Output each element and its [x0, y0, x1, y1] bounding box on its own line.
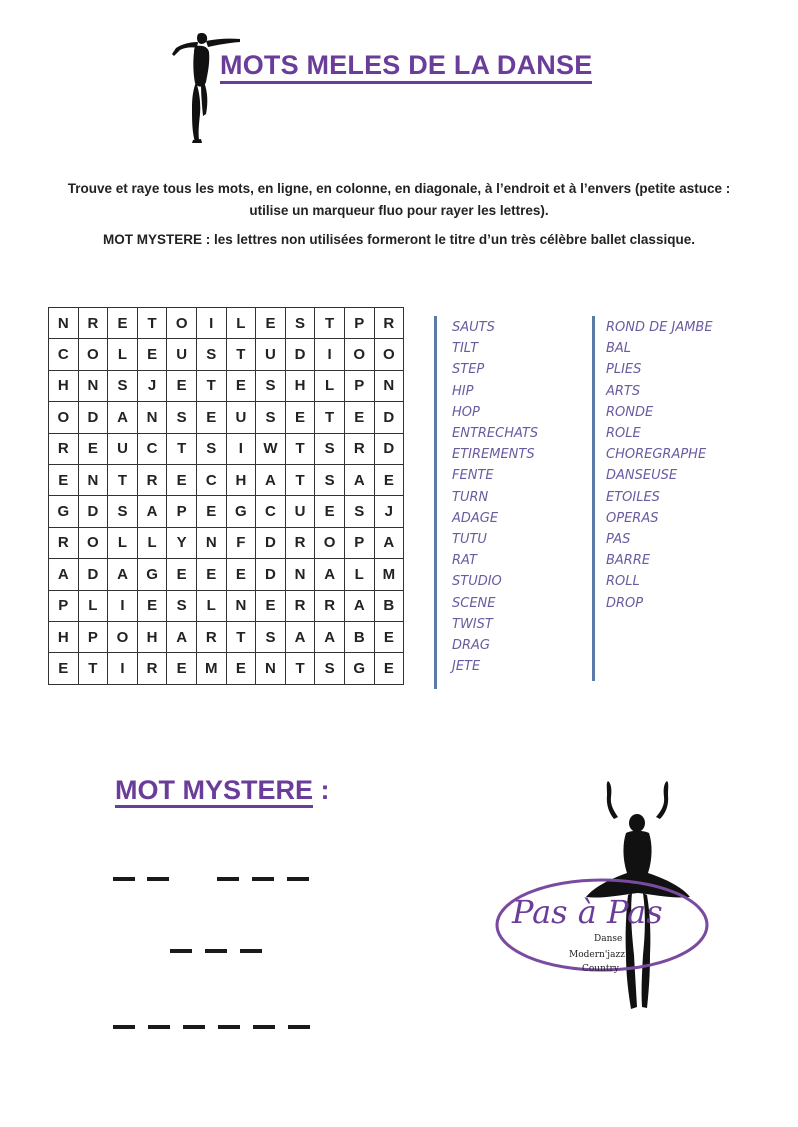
word-item: HIP: [452, 383, 474, 399]
word-item: ROLE: [606, 426, 641, 442]
word-item: STUDIO: [452, 574, 502, 590]
grid-letter: E: [196, 402, 226, 433]
word-item: PLIES: [606, 362, 642, 378]
word-item: ARTS: [606, 383, 641, 399]
grid-row: [49, 308, 404, 339]
logo-line-2: Modern'jazz: [569, 950, 625, 960]
grid-letter: P: [49, 590, 79, 621]
grid-letter: A: [344, 464, 374, 495]
grid-letter: D: [256, 559, 286, 590]
answer-blank: [147, 877, 169, 881]
answer-blank: [287, 877, 309, 881]
grid-letter: A: [315, 559, 345, 590]
word-item: RONDE: [606, 404, 654, 420]
grid-letter: D: [285, 339, 315, 370]
grid-letter: E: [226, 653, 256, 684]
grid-letter: U: [256, 339, 286, 370]
word-item: BAL: [606, 341, 632, 357]
answer-blank: [288, 1025, 310, 1029]
grid-letter: C: [49, 339, 79, 370]
word-item: SCENE: [452, 595, 496, 611]
grid-letter: I: [108, 653, 138, 684]
answer-blank: [218, 1025, 240, 1029]
mystery-word-heading: [115, 775, 330, 806]
mystery-instructions: MOT MYSTERE : les lettres non utilisées formeront le titre d’un très célèbre ballet classique.: [103, 232, 695, 247]
grid-letter: L: [137, 527, 167, 558]
grid-letter: N: [256, 653, 286, 684]
word-item: SAUTS: [452, 320, 495, 335]
grid-letter: N: [137, 402, 167, 433]
grid-letter: R: [196, 621, 226, 652]
grid-letter: D: [256, 527, 286, 558]
word-item: TILT: [452, 341, 479, 357]
word-list-divider: [592, 316, 595, 681]
grid-letter: F: [226, 527, 256, 558]
grid-letter: N: [374, 370, 404, 401]
grid-letter: S: [108, 370, 138, 401]
word-item: TWIST: [452, 616, 493, 632]
answer-blank: [113, 877, 135, 881]
grid-letter: L: [78, 590, 108, 621]
grid-letter: D: [374, 433, 404, 464]
grid-letter: G: [137, 559, 167, 590]
grid-letter: E: [167, 559, 197, 590]
answer-blank: [217, 877, 239, 881]
grid-letter: A: [256, 464, 286, 495]
grid-letter: A: [344, 590, 374, 621]
grid-letter: S: [256, 621, 286, 652]
grid-letter: E: [167, 464, 197, 495]
grid-row: [49, 559, 404, 590]
grid-letter: T: [78, 653, 108, 684]
word-item: ADAGE: [452, 510, 499, 526]
grid-letter: S: [256, 402, 286, 433]
grid-letter: E: [256, 308, 286, 339]
grid-letter: A: [374, 527, 404, 558]
grid-letter: T: [226, 339, 256, 370]
grid-letter: S: [196, 433, 226, 464]
grid-letter: T: [285, 464, 315, 495]
word-item: TURN: [452, 489, 489, 505]
grid-letter: O: [315, 527, 345, 558]
grid-letter: O: [344, 339, 374, 370]
grid-row: [49, 339, 404, 370]
grid-letter: B: [374, 590, 404, 621]
grid-letter: R: [78, 308, 108, 339]
grid-letter: T: [196, 370, 226, 401]
grid-letter: S: [344, 496, 374, 527]
grid-letter: E: [226, 370, 256, 401]
grid-letter: N: [285, 559, 315, 590]
grid-letter: S: [108, 496, 138, 527]
pas-a-pas-logo: [490, 775, 715, 1025]
grid-letter: N: [78, 464, 108, 495]
grid-letter: S: [315, 653, 345, 684]
grid-letter: O: [167, 308, 197, 339]
grid-letter: H: [285, 370, 315, 401]
grid-letter: E: [137, 339, 167, 370]
grid-letter: B: [344, 621, 374, 652]
grid-letter: H: [226, 464, 256, 495]
grid-letter: T: [285, 653, 315, 684]
grid-letter: O: [78, 339, 108, 370]
grid-letter: A: [108, 402, 138, 433]
grid-letter: T: [315, 402, 345, 433]
grid-letter: T: [137, 308, 167, 339]
dancer-silhouette-icon: [168, 28, 242, 144]
word-list-divider: [434, 316, 437, 689]
grid-letter: E: [167, 370, 197, 401]
grid-letter: U: [285, 496, 315, 527]
grid-letter: M: [196, 653, 226, 684]
word-item: ETOILES: [606, 489, 660, 505]
grid-letter: O: [374, 339, 404, 370]
grid-letter: M: [374, 559, 404, 590]
grid-letter: H: [137, 621, 167, 652]
grid-letter: L: [196, 590, 226, 621]
grid-letter: E: [226, 559, 256, 590]
word-item: HOP: [452, 404, 480, 420]
grid-letter: I: [226, 433, 256, 464]
grid-letter: R: [49, 527, 79, 558]
word-item: OPERAS: [606, 510, 659, 526]
grid-letter: E: [374, 653, 404, 684]
grid-letter: E: [108, 308, 138, 339]
instructions: [30, 178, 768, 222]
grid-letter: A: [49, 559, 79, 590]
grid-letter: E: [167, 653, 197, 684]
grid-letter: N: [196, 527, 226, 558]
grid-letter: J: [374, 496, 404, 527]
grid-letter: E: [78, 433, 108, 464]
grid-letter: D: [78, 496, 108, 527]
grid-row: [49, 464, 404, 495]
grid-letter: E: [374, 464, 404, 495]
grid-letter: G: [226, 496, 256, 527]
grid-letter: S: [315, 433, 345, 464]
instructions-line-2: utilise un marqueur fluo pour rayer les lettres).: [249, 203, 549, 218]
answer-blank: [253, 1025, 275, 1029]
instructions-line-1: Trouve et raye tous les mots, en ligne, en colonne, en diagonale, à l’endroit et à l’envers (petite astuce :: [67, 181, 731, 196]
grid-letter: R: [137, 464, 167, 495]
grid-letter: H: [49, 370, 79, 401]
word-item: FENTE: [452, 468, 494, 484]
grid-letter: R: [49, 433, 79, 464]
grid-letter: R: [374, 308, 404, 339]
grid-letter: I: [315, 339, 345, 370]
grid-letter: R: [137, 653, 167, 684]
answer-blank: [183, 1025, 205, 1029]
grid-letter: L: [108, 339, 138, 370]
grid-letter: L: [315, 370, 345, 401]
grid-letter: L: [344, 559, 374, 590]
grid-letter: P: [344, 527, 374, 558]
mystery-word-colon: :: [320, 775, 330, 805]
word-list-column-1: [452, 317, 538, 677]
grid-letter: E: [137, 590, 167, 621]
grid-letter: E: [256, 590, 286, 621]
grid-letter: Y: [167, 527, 197, 558]
grid-letter: T: [226, 621, 256, 652]
grid-letter: H: [49, 621, 79, 652]
grid-letter: P: [344, 308, 374, 339]
grid-letter: I: [196, 308, 226, 339]
grid-letter: T: [285, 433, 315, 464]
word-item: BARRE: [606, 553, 651, 569]
grid-letter: J: [137, 370, 167, 401]
grid-letter: D: [78, 402, 108, 433]
grid-letter: D: [78, 559, 108, 590]
grid-row: [49, 370, 404, 401]
grid-letter: U: [108, 433, 138, 464]
grid-letter: A: [285, 621, 315, 652]
grid-letter: P: [78, 621, 108, 652]
answer-blank: [170, 949, 192, 953]
grid-letter: A: [137, 496, 167, 527]
answer-blank: [240, 949, 262, 953]
grid-letter: E: [315, 496, 345, 527]
grid-letter: T: [315, 308, 345, 339]
grid-letter: L: [108, 527, 138, 558]
grid-letter: S: [285, 308, 315, 339]
grid-letter: R: [315, 590, 345, 621]
grid-letter: R: [285, 527, 315, 558]
word-item: RAT: [452, 553, 477, 569]
word-item: ENTRECHATS: [452, 426, 539, 442]
word-item: DANSEUSE: [606, 468, 678, 484]
grid-letter: W: [256, 433, 286, 464]
grid-letter: E: [196, 496, 226, 527]
grid-letter: E: [49, 464, 79, 495]
answer-blank: [148, 1025, 170, 1029]
grid-letter: U: [226, 402, 256, 433]
grid-letter: A: [315, 621, 345, 652]
word-item: DRAG: [452, 638, 491, 654]
grid-row: [49, 527, 404, 558]
grid-letter: R: [344, 433, 374, 464]
logo-name: Pas à Pas: [512, 893, 663, 931]
word-item: ROND DE JAMBE: [606, 320, 713, 335]
word-item: PAS: [606, 532, 631, 548]
grid-row: [49, 621, 404, 652]
grid-letter: L: [226, 308, 256, 339]
word-item: TUTU: [452, 532, 487, 548]
grid-letter: E: [374, 621, 404, 652]
mystery-word-label: MOT MYSTERE: [115, 775, 313, 808]
page-title: MOTS MELES DE LA DANSE: [220, 50, 592, 84]
grid-letter: U: [167, 339, 197, 370]
logo-line-1: Danse: [594, 934, 623, 944]
answer-blank: [205, 949, 227, 953]
grid-letter: G: [344, 653, 374, 684]
word-search-grid: [48, 307, 404, 685]
grid-letter: D: [374, 402, 404, 433]
grid-letter: S: [196, 339, 226, 370]
grid-letter: N: [226, 590, 256, 621]
grid-letter: S: [315, 464, 345, 495]
grid-letter: S: [167, 402, 197, 433]
grid-row: [49, 433, 404, 464]
grid-letter: T: [167, 433, 197, 464]
grid-letter: G: [49, 496, 79, 527]
grid-row: [49, 590, 404, 621]
logo-line-3: Country: [582, 964, 619, 974]
grid-letter: O: [78, 527, 108, 558]
word-list-column-2: [606, 317, 713, 614]
answer-blank: [113, 1025, 135, 1029]
grid-row: [49, 402, 404, 433]
grid-letter: P: [167, 496, 197, 527]
word-item: ROLL: [606, 574, 640, 590]
grid-letter: E: [49, 653, 79, 684]
grid-letter: N: [49, 308, 79, 339]
grid-letter: A: [167, 621, 197, 652]
grid-letter: R: [285, 590, 315, 621]
grid-row: [49, 653, 404, 684]
word-item: STEP: [452, 362, 485, 378]
answer-blank: [252, 877, 274, 881]
word-item: DROP: [606, 595, 644, 611]
grid-letter: C: [256, 496, 286, 527]
grid-row: [49, 496, 404, 527]
word-item: ETIREMENTS: [452, 447, 535, 463]
grid-letter: T: [108, 464, 138, 495]
grid-letter: A: [108, 559, 138, 590]
word-item: JETE: [452, 659, 481, 675]
grid-letter: E: [344, 402, 374, 433]
grid-letter: O: [49, 402, 79, 433]
word-item: CHOREGRAPHE: [606, 447, 707, 463]
grid-letter: C: [137, 433, 167, 464]
grid-letter: C: [196, 464, 226, 495]
grid-letter: P: [344, 370, 374, 401]
grid-letter: O: [108, 621, 138, 652]
grid-letter: S: [256, 370, 286, 401]
grid-letter: E: [285, 402, 315, 433]
grid-letter: E: [196, 559, 226, 590]
grid-letter: S: [167, 590, 197, 621]
grid-letter: I: [108, 590, 138, 621]
grid-letter: N: [78, 370, 108, 401]
